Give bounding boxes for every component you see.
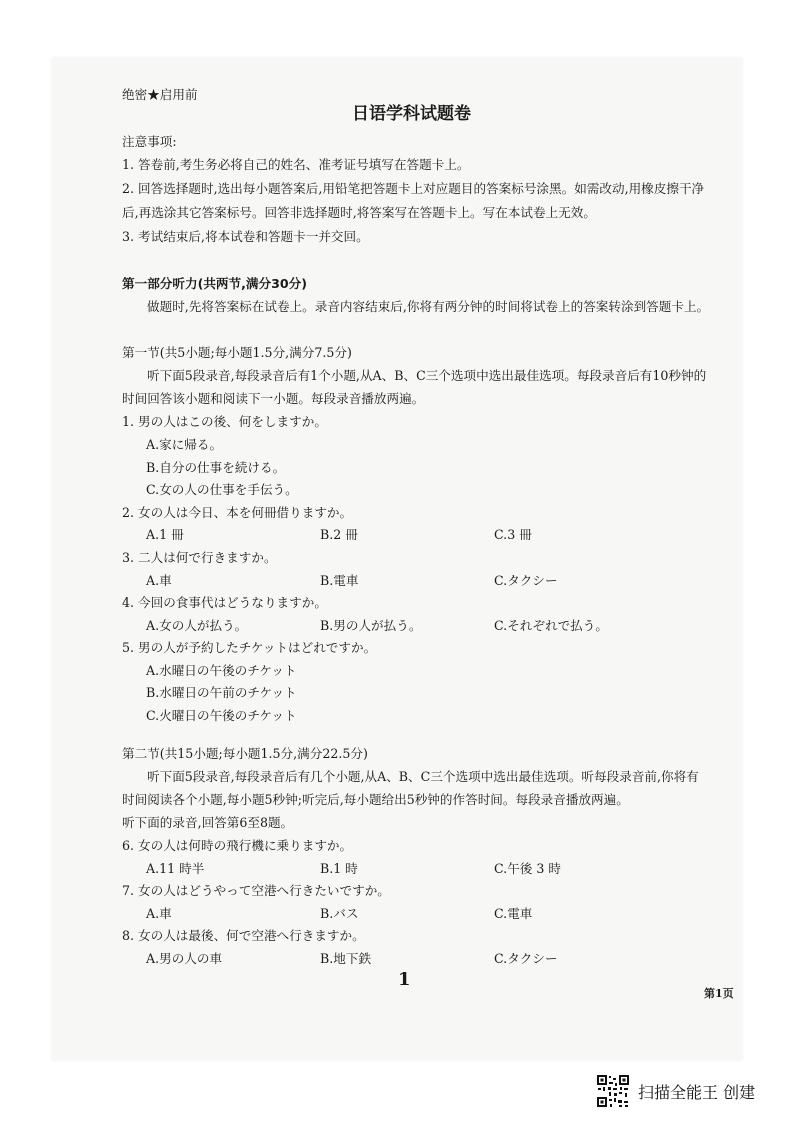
handwritten-page-number: 1 [398,969,411,990]
option-c: C.3 冊 [494,527,532,542]
option-b: B.1 時 [320,861,358,876]
note-line: 1. 答卷前,考生务必将自己的姓名、准考证号填写在答题卡上。 [122,157,470,172]
section2-sub-instruction: 听下面的录音,回答第6至8题。 [122,815,294,830]
question-3: 3. 二人は何で行きますか。 [122,550,277,565]
option-c: C.タクシー [494,951,558,966]
section2-instruction: 听下面5段录音,每段录音后有几个小题,从A、B、C三个选项中选出最佳选项。听每段录音前,你将有 [147,769,699,784]
note-line: 后,再选涂其它答案标号。回答非选择题时,将答案写在答题卡上。写在本试卷上无效。 [122,205,596,220]
option-b: B.男の人が払う。 [320,618,422,633]
option-b: B.2 冊 [320,527,358,542]
option-a: A.車 [146,906,172,921]
part1-instruction: 做题时,先将答案标在试卷上。录音内容结束后,你将有两分钟的时间将试卷上的答案转涂到答题卡上。 [147,299,710,314]
scanner-watermark [596,1073,755,1109]
section2-instruction: 时间阅读各个小题,每小题5秒钟;听完后,每小题给出5秒钟的作答时间。每段录音播放两遍。 [122,792,629,807]
part1-heading: 第一部分听力(共两节,满分30分) [122,276,307,291]
option-a: A.女の人が払う。 [146,618,248,633]
option-a: A.1 冊 [146,527,184,542]
option-a: A.11 時半 [146,861,205,876]
page-title: 日语学科试题卷 [352,104,471,124]
question-4: 4. 今回の食事代はどうなりますか。 [122,595,327,610]
option-c: C.タクシー [494,573,558,588]
option-c: C.女の人の仕事を手伝う。 [146,482,298,497]
option-a: A.車 [146,573,172,588]
question-2: 2. 女の人は今日、本を何冊借りますか。 [122,505,353,520]
option-c: C.火曜日の午後のチケット [146,708,297,723]
option-b: B.バス [320,906,359,921]
option-c: C.それぞれで払う。 [494,618,608,633]
notes-title: 注意事项: [122,134,177,149]
question-7: 7. 女の人はどうやって空港へ行きたいですか。 [122,883,390,898]
section1-instruction: 时间回答该小题和阅读下一小题。每段录音播放两遍。 [122,391,425,406]
note-line: 3. 考试结束后,将本试卷和答题卡一并交回。 [122,229,369,244]
option-b: B.自分の仕事を続ける。 [146,460,286,475]
confidential-label: 绝密★启用前 [122,87,198,102]
question-1: 1. 男の人はこの後、何をしますか。 [122,414,327,429]
note-line: 2. 回答选择题时,选出每小题答案后,用铅笔把答题卡上对应题目的答案标号涂黑。如需改动,用橡皮擦干净 [122,181,705,196]
option-a: A.家に帰る。 [146,437,223,452]
option-b: B.地下鉄 [320,951,372,966]
question-8: 8. 女の人は最後、何で空港へ行きますか。 [122,928,365,943]
scanner-brand-text: 扫描全能王 创建 [638,1082,756,1102]
question-5: 5. 男の人が予約したチケットはどれですか。 [122,640,377,655]
section2-heading: 第二节(共15小题;每小题1.5分,满分22.5分) [122,746,368,761]
option-a: A.水曜日の午後のチケット [146,663,297,678]
section1-heading: 第一节(共5小题;每小题1.5分,满分7.5分) [122,345,352,360]
section1-instruction: 听下面5段录音,每段录音后有1个小题,从A、B、C三个选项中选出最佳选项。每段录音后有10秒钟的 [147,368,707,383]
qr-code-icon [596,1074,630,1108]
option-c: C.午後 3 時 [494,861,561,876]
question-6: 6. 女の人は何時の飛行機に乗りますか。 [122,838,353,853]
page-footer-label: 第1页 [704,987,734,1000]
option-b: B.水曜日の午前のチケット [146,685,297,700]
option-b: B.電車 [320,573,359,588]
option-a: A.男の人の車 [146,951,223,966]
option-c: C.電車 [494,906,533,921]
